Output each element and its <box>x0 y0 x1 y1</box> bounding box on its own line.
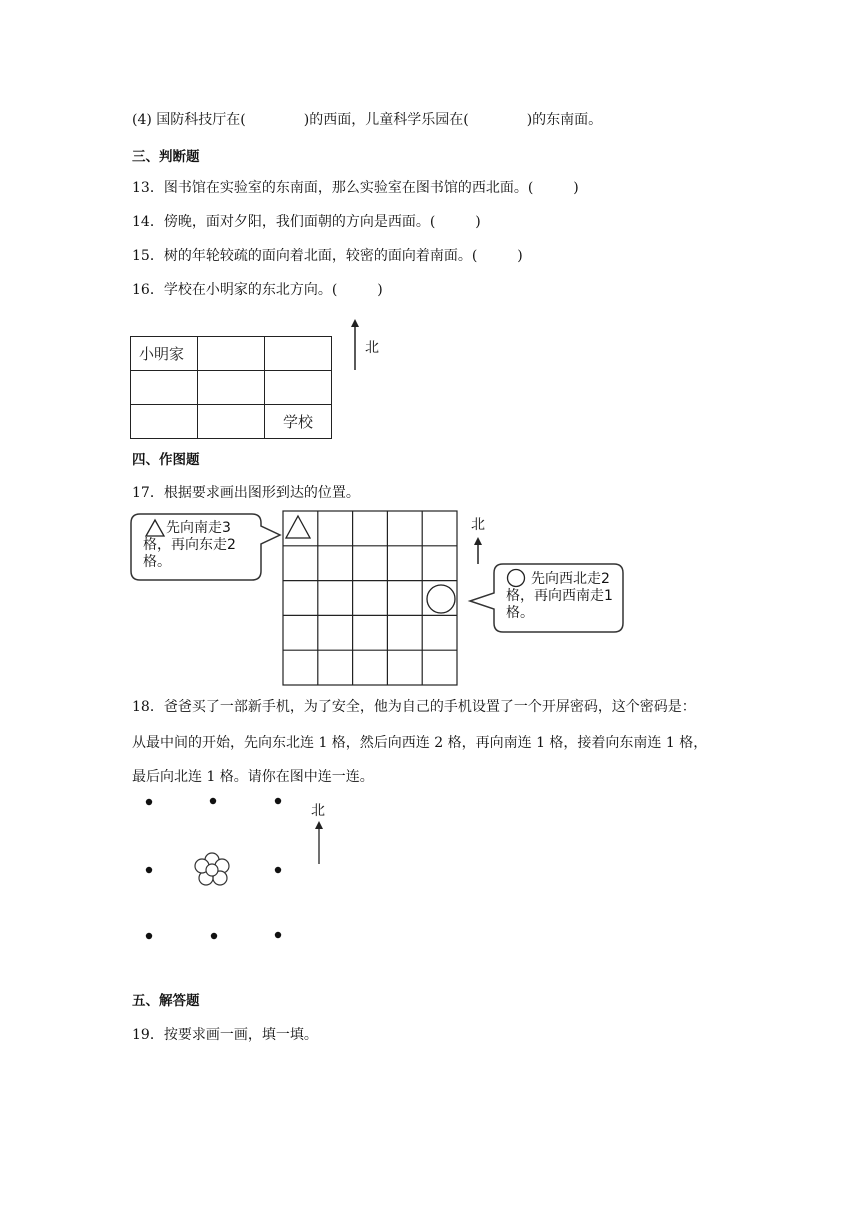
dot <box>146 867 152 873</box>
north-arrow-icon <box>348 318 362 372</box>
dot <box>275 867 281 873</box>
question-13 <box>132 179 579 197</box>
q4-end: )的东南面。 <box>526 112 603 128</box>
dot <box>275 798 281 804</box>
question-4 <box>132 111 602 129</box>
triangle-icon <box>284 513 314 541</box>
q16-text: 16．学校在小明家的东北方向。( <box>132 282 338 298</box>
q4-mid: )的西面，儿童科学乐园在( <box>303 112 469 128</box>
question-17: 17．根据要求画出图形到达的位置。 <box>132 485 360 501</box>
north-arrow-icon <box>471 536 485 566</box>
q16-close: ) <box>377 282 383 298</box>
q18-dot-grid <box>130 790 290 950</box>
q14-close: ) <box>475 214 481 230</box>
q13-text: 13．图书馆在实验室的东南面，那么实验室在图书馆的西北面。( <box>132 180 534 196</box>
dot <box>210 798 216 804</box>
q15-text: 15．树的年轮较疏的面向着北面，较密的面向着南面。( <box>132 248 478 264</box>
question-19: 19．按要求画一画，填一填。 <box>132 1027 318 1043</box>
section-3-heading: 三、判断题 <box>132 149 200 165</box>
question-15 <box>132 247 523 265</box>
circle-icon <box>425 583 457 615</box>
q4-start: (4) 国防科技厅在( <box>132 112 246 128</box>
question-16 <box>132 281 383 299</box>
north-arrow-icon <box>312 820 326 866</box>
north-label: 北 <box>365 340 379 356</box>
grid-cell-xiaoming-home: 小明家 <box>131 337 198 371</box>
section-4-heading: 四、作图题 <box>132 452 200 468</box>
q13-close: ) <box>573 180 579 196</box>
dot <box>275 932 281 938</box>
grid-cell <box>265 371 332 405</box>
q14-text: 14．傍晚，面对夕阳，我们面朝的方向是西面。( <box>132 214 436 230</box>
grid-cell <box>198 405 265 439</box>
flower-icon <box>195 853 229 885</box>
grid-cell <box>265 337 332 371</box>
question-14 <box>132 213 481 231</box>
q16-map-grid <box>130 336 332 439</box>
north-label: 北 <box>311 803 325 819</box>
grid-cell <box>198 371 265 405</box>
question-18-line-1: 18．爸爸买了一部新手机，为了安全，他为自己的手机设置了一个开屏密码，这个密码是： <box>132 699 696 715</box>
bubble-left-text: 先向南走3格，再向东走2格。 <box>143 520 236 570</box>
section-5-heading: 五、解答题 <box>132 993 200 1009</box>
grid-cell <box>131 405 198 439</box>
grid-cell-school: 学校 <box>265 405 332 439</box>
dot <box>146 799 152 805</box>
grid-cell <box>131 371 198 405</box>
dot <box>211 933 217 939</box>
question-18-line-2: 从最中间的开始，先向东北连 1 格，然后向西连 2 格，再向南连 1 格，接着向东南连 1 格， <box>132 735 708 751</box>
grid-cell <box>198 337 265 371</box>
question-18-line-3: 最后向北连 1 格。请你在图中连一连。 <box>132 769 374 785</box>
dot <box>146 933 152 939</box>
q15-close: ) <box>517 248 523 264</box>
north-label: 北 <box>471 517 485 533</box>
bubble-right-text: 先向西北走2格，再向西南走1格。 <box>506 571 613 621</box>
